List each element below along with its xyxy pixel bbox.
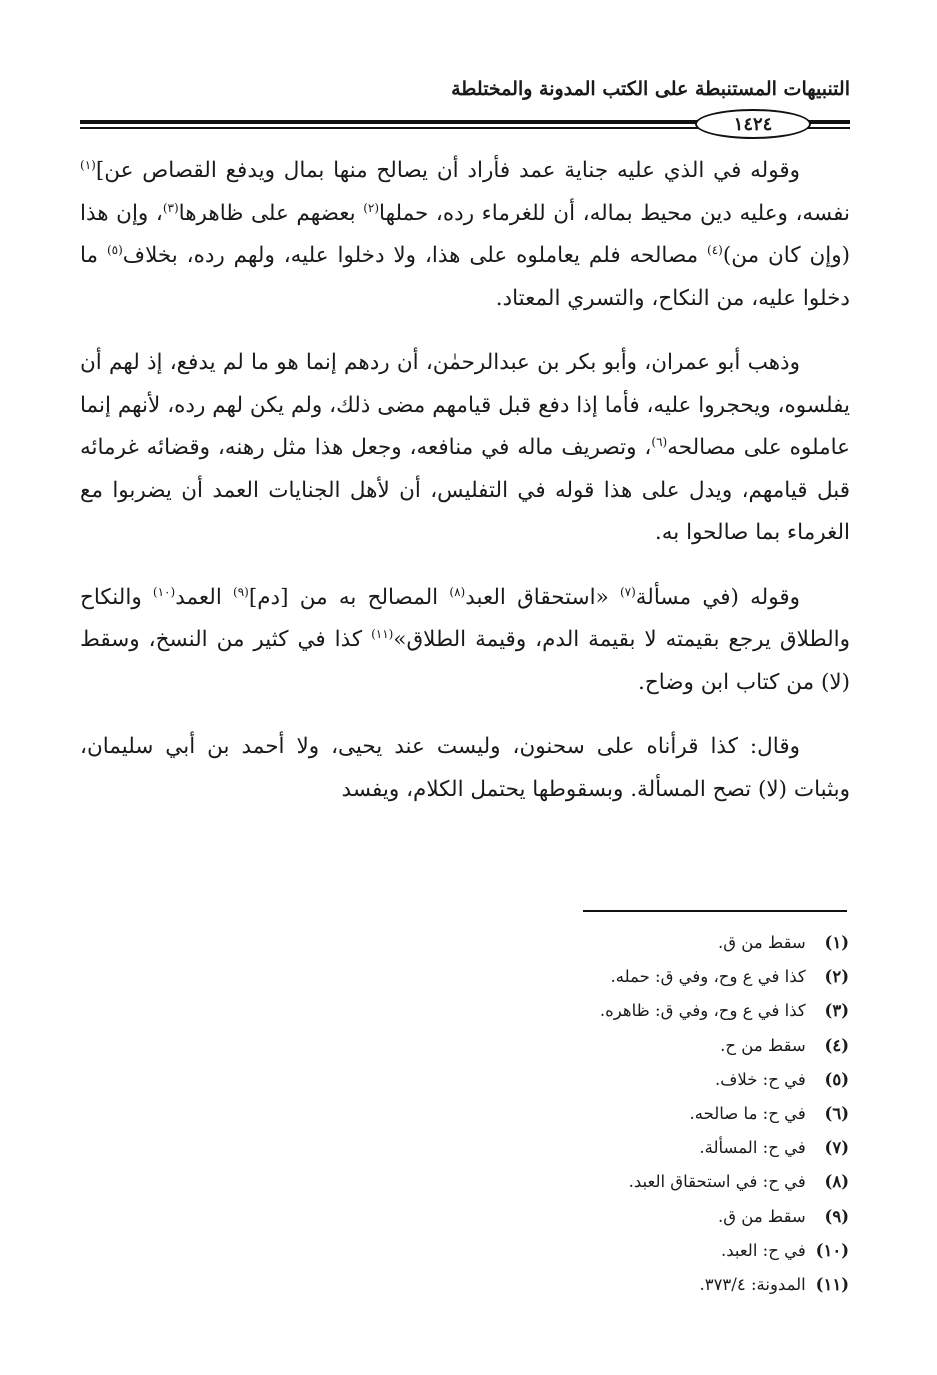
text-run: المصالح به من [دم] (248, 584, 450, 610)
footnote-item (209, 960, 849, 994)
main-text (80, 150, 850, 811)
text-run: «استحقاق العبد (465, 584, 620, 610)
footnote-text: سقط من ق. (717, 933, 806, 952)
footnote-ref: (٦) (651, 434, 668, 449)
footnote-ref: (٥) (106, 242, 123, 257)
footnote-text: المدونة: ٣٧٣/٤. (699, 1275, 806, 1295)
text-run: كذا في كثير من النسخ، وسقط (لا) من كتاب ابن وضاح. (80, 627, 850, 695)
page-number: ١٤٢٤ (695, 109, 811, 139)
footnote-number: (٧) (824, 1138, 849, 1158)
footnote-ref: (١٠) (152, 584, 176, 599)
footnote-item (209, 1200, 849, 1234)
footnote-item (209, 1268, 849, 1302)
text-run: العمد (175, 584, 234, 610)
footnote-text: كذا في ع وح، وفي ق: حمله. (610, 967, 806, 987)
footnote-ref: (١١) (371, 626, 394, 641)
footnote-text: سقط من ق. (717, 1206, 806, 1226)
text-run: وقوله (في مسألة (635, 584, 800, 610)
text-run: وقال: كذا قرأناه على سحنون، وليست عند يحيى، ولا أحمد بن أبي سليمان، وبثبات (لا) تصح المسألة. وبسقوطها يحتمل الكلام، ويفسد (80, 734, 850, 802)
footnote-ref: (٩) (233, 584, 249, 599)
footnote-item (209, 1131, 849, 1165)
footnote-text: في ح: في استحقاق العبد. (628, 1172, 806, 1192)
footnote-item (209, 994, 849, 1028)
footnote-number: (٤) (824, 1035, 849, 1055)
footnote-number: (٢) (824, 967, 849, 987)
footnote-ref: (٨) (449, 584, 466, 599)
paragraph (80, 577, 850, 705)
footnote-text: سقط من ح. (720, 1035, 806, 1055)
page-header (80, 78, 850, 138)
footnote-text: في ح: خلاف. (715, 1069, 806, 1089)
footnote-ref: (٢) (363, 200, 380, 215)
text-run: وقوله في الذي عليه جناية عمد فأراد أن يصالح منها بمال ويدفع القصاص عن] (95, 158, 800, 183)
footnote-text: في ح: المسألة. (699, 1138, 806, 1158)
text-run: والنكاح والطلاق يرجع بقيمته لا بقيمة الدم، وقيمة الطلاق» (80, 584, 850, 652)
footnote-ref: (١) (80, 157, 96, 172)
footnote-ref: (٧) (619, 584, 636, 599)
paragraph (80, 342, 850, 555)
footnote-number: (١) (824, 933, 849, 952)
running-title: التنبيهات المستنبطة على الكتب المدونة والمختلطة (451, 78, 850, 100)
footnote-number: (١٠) (815, 1240, 849, 1260)
footnote-number: (٦) (824, 1104, 849, 1124)
footnote-number: (٨) (824, 1172, 849, 1192)
footnote-item (209, 1165, 849, 1199)
footnote-number: (٣) (824, 1001, 849, 1021)
footnote-item (209, 1234, 849, 1268)
footnote-text: في ح: ما صالحه. (689, 1104, 806, 1124)
footnote-item (209, 1097, 849, 1131)
footnote-number: (٥) (824, 1069, 849, 1089)
footnote-number: (١١) (815, 1275, 849, 1295)
footnote-text: كذا في ع وح، وفي ق: ظاهره. (599, 1001, 806, 1021)
text-run: وذهب أبو عمران، وأبو بكر بن عبدالرحمٰن، أن ردهم إنما هو ما لم يدفع، إذ لهم أن يفلسوه، ويحجروا عليه، فأما إذا دفع قبل قيامهم مضى ذلك، ولم يكن لهم رده، لأنهم إنما عاملوه على مصالحه (80, 350, 850, 460)
text-run: ، وإن هذا (وإن كان من) (80, 200, 850, 268)
text-run: ما دخلوا عليه، من النكاح، والتسري المعتاد. (80, 243, 850, 311)
footnote-item (209, 1029, 849, 1063)
footnote-ref: (٤) (707, 242, 723, 257)
text-run: مصالحه فلم يعاملوه على هذا، ولا دخلوا عليه، ولهم رده، بخلاف (122, 243, 708, 268)
footnote-ref: (٣) (162, 200, 179, 215)
footnote-item (209, 926, 849, 960)
text-run: نفسه، وعليه دين محيط بماله، أن للغرماء رده، حملها (379, 200, 850, 226)
paragraph (80, 726, 850, 811)
footnote-number: (٩) (824, 1206, 849, 1226)
footnote-text: في ح: العبد. (720, 1240, 806, 1260)
paragraph (80, 150, 850, 320)
footnotes-list (209, 926, 849, 1302)
text-run: بعضهم على ظاهرها (178, 200, 364, 226)
text-run: ، وتصريف ماله في منافعه، وجعل هذا مثل رهنه، وقضائه غرمائه قبل قيامهم، ويدل على هذا قوله في التفليس، أن لأهل الجنايات العمد أن يضربوا مع الغرماء بما صالحوا به. (80, 435, 850, 545)
footnote-separator (583, 910, 847, 912)
footnote-item (209, 1063, 849, 1097)
